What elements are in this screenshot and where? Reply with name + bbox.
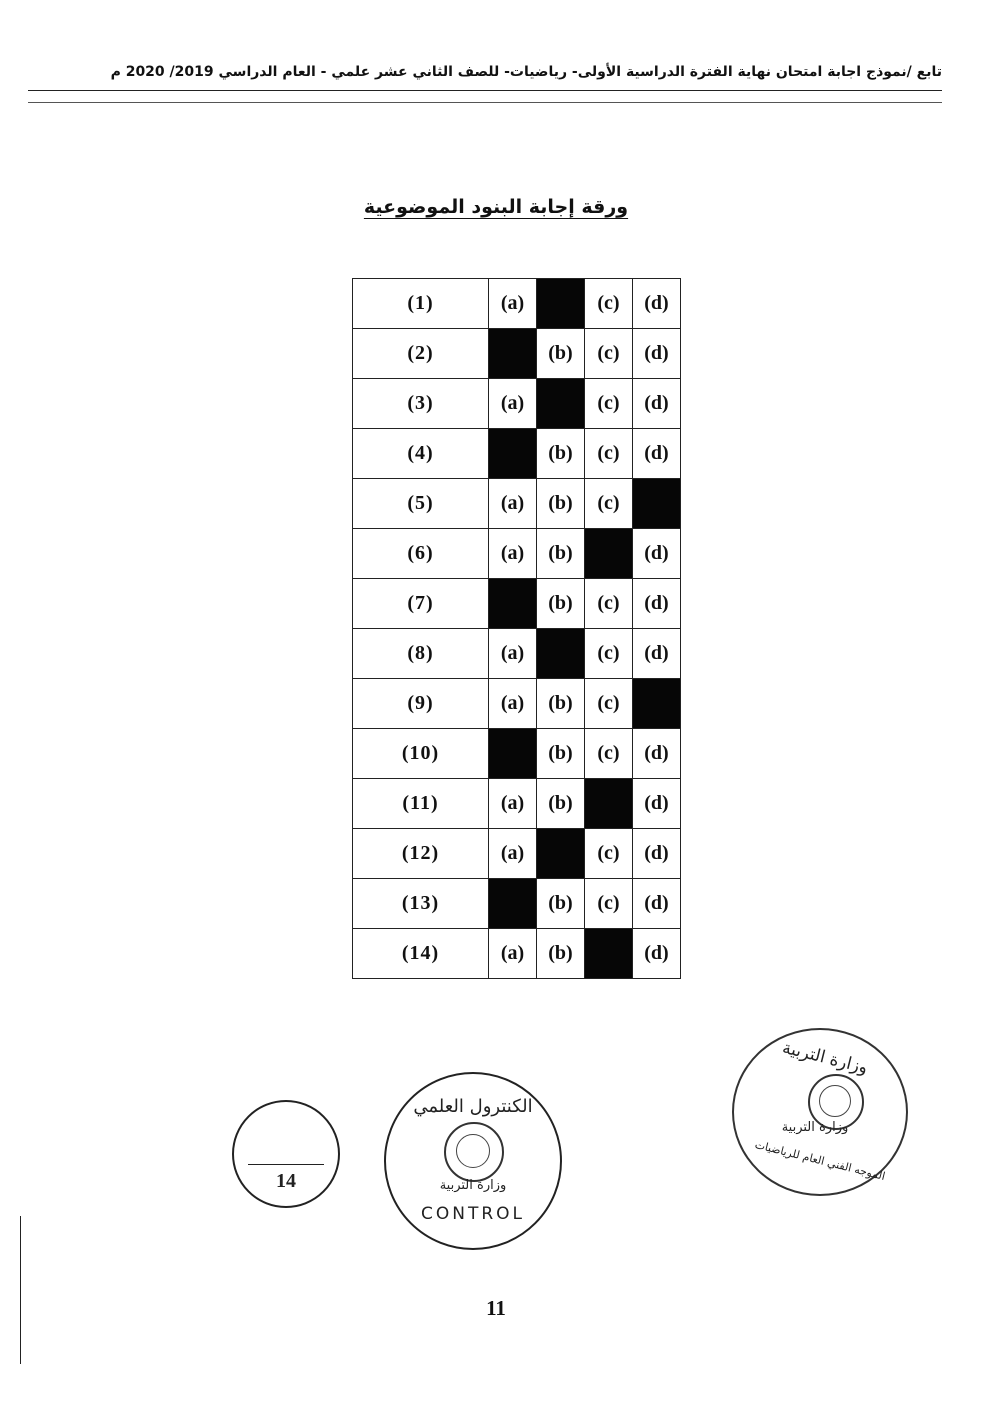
answer-row — [353, 329, 681, 379]
answer-option: (a) — [489, 679, 537, 729]
answer-option: (c) — [585, 579, 633, 629]
answer-row — [353, 479, 681, 529]
selected-answer-cell — [489, 579, 537, 629]
question-number: (8) — [353, 629, 489, 679]
answer-option: (a) — [489, 479, 537, 529]
answer-option: (b) — [537, 579, 585, 629]
answer-option: (d) — [633, 779, 681, 829]
selected-answer-cell — [585, 929, 633, 979]
question-number: (2) — [353, 329, 489, 379]
selected-answer-cell — [489, 729, 537, 779]
answer-row — [353, 729, 681, 779]
answer-option: (a) — [489, 629, 537, 679]
answer-option: (b) — [537, 329, 585, 379]
answer-row — [353, 929, 681, 979]
answer-sheet-title: ورقة إجابة البنود الموضوعية — [363, 196, 629, 218]
ministry-stamp-top-text: وزارة التربية — [780, 1037, 870, 1079]
answer-option: (d) — [633, 379, 681, 429]
emblem-icon — [444, 1122, 504, 1182]
answer-option: (c) — [585, 729, 633, 779]
selected-answer-cell — [633, 479, 681, 529]
question-number: (4) — [353, 429, 489, 479]
answer-option: (b) — [537, 479, 585, 529]
control-stamp-ministry-text: وزارة التربية — [439, 1178, 507, 1193]
answer-option: (c) — [585, 479, 633, 529]
answer-option: (d) — [633, 829, 681, 879]
answer-option: (c) — [585, 679, 633, 729]
selected-answer-cell — [537, 279, 585, 329]
ministry-stamp-center-text: وزارة التربية — [781, 1120, 849, 1135]
question-number: (13) — [353, 879, 489, 929]
answer-row — [353, 429, 681, 479]
answer-option: (d) — [633, 529, 681, 579]
answer-grid — [352, 278, 681, 979]
selected-answer-cell — [489, 329, 537, 379]
selected-answer-cell — [633, 679, 681, 729]
answer-option: (a) — [489, 279, 537, 329]
answer-row — [353, 279, 681, 329]
answer-option: (c) — [585, 279, 633, 329]
answer-option: (b) — [537, 679, 585, 729]
margin-mark — [20, 1216, 21, 1364]
answer-row — [353, 579, 681, 629]
answer-option: (b) — [537, 429, 585, 479]
answer-option: (b) — [537, 929, 585, 979]
answer-row — [353, 629, 681, 679]
selected-answer-cell — [489, 879, 537, 929]
page-number: 11 — [486, 1296, 506, 1320]
question-number: (7) — [353, 579, 489, 629]
question-number: (10) — [353, 729, 489, 779]
question-number: (1) — [353, 279, 489, 329]
answer-option: (d) — [633, 429, 681, 479]
answer-row — [353, 379, 681, 429]
question-number: (14) — [353, 929, 489, 979]
selected-answer-cell — [537, 379, 585, 429]
header-text: تابع /نموذج اجابة امتحان نهاية الفترة الدراسية الأولى- رياضيات- للصف الثاني عشر علمي - العام الدراسي 2019/ 2020 م — [110, 64, 942, 80]
answer-option: (a) — [489, 379, 537, 429]
question-number: (9) — [353, 679, 489, 729]
answer-option: (c) — [585, 829, 633, 879]
answer-option: (c) — [585, 379, 633, 429]
question-number: (11) — [353, 779, 489, 829]
answer-row — [353, 679, 681, 729]
score-circle — [232, 1100, 340, 1208]
ministry-stamp — [732, 1028, 908, 1196]
control-stamp-top-text: الكنترول العلمي — [413, 1096, 533, 1117]
answer-option: (d) — [633, 279, 681, 329]
answer-option: (d) — [633, 629, 681, 679]
answer-grid-body — [353, 279, 681, 979]
page-header — [28, 64, 942, 91]
answer-option: (d) — [633, 929, 681, 979]
answer-option: (b) — [537, 879, 585, 929]
question-number: (12) — [353, 829, 489, 879]
answer-option: (c) — [585, 629, 633, 679]
answer-option: (c) — [585, 329, 633, 379]
answer-option: (a) — [489, 829, 537, 879]
score-divider — [248, 1164, 324, 1165]
selected-answer-cell — [537, 829, 585, 879]
answer-option: (d) — [633, 729, 681, 779]
answer-option: (d) — [633, 579, 681, 629]
answer-row — [353, 879, 681, 929]
question-number: (6) — [353, 529, 489, 579]
selected-answer-cell — [585, 779, 633, 829]
answer-option: (c) — [585, 879, 633, 929]
answer-row — [353, 779, 681, 829]
answer-row — [353, 829, 681, 879]
answer-option: (a) — [489, 529, 537, 579]
answer-option: (a) — [489, 929, 537, 979]
answer-option: (d) — [633, 879, 681, 929]
answer-option: (d) — [633, 329, 681, 379]
answer-option: (a) — [489, 779, 537, 829]
answer-option: (b) — [537, 779, 585, 829]
question-number: (3) — [353, 379, 489, 429]
answer-option: (c) — [585, 429, 633, 479]
ministry-stamp-bottom-text: الموجه الفني العام للرياضيات — [753, 1138, 887, 1183]
selected-answer-cell — [489, 429, 537, 479]
control-stamp — [384, 1072, 562, 1250]
answer-sheet-title-wrap — [0, 196, 992, 218]
control-stamp-bottom-text: CONTROL — [420, 1204, 526, 1224]
selected-answer-cell — [585, 529, 633, 579]
selected-answer-cell — [537, 629, 585, 679]
score-value: 14 — [276, 1170, 296, 1192]
question-number: (5) — [353, 479, 489, 529]
answer-row — [353, 529, 681, 579]
answer-option: (b) — [537, 529, 585, 579]
answer-option: (b) — [537, 729, 585, 779]
header-divider — [28, 102, 942, 103]
